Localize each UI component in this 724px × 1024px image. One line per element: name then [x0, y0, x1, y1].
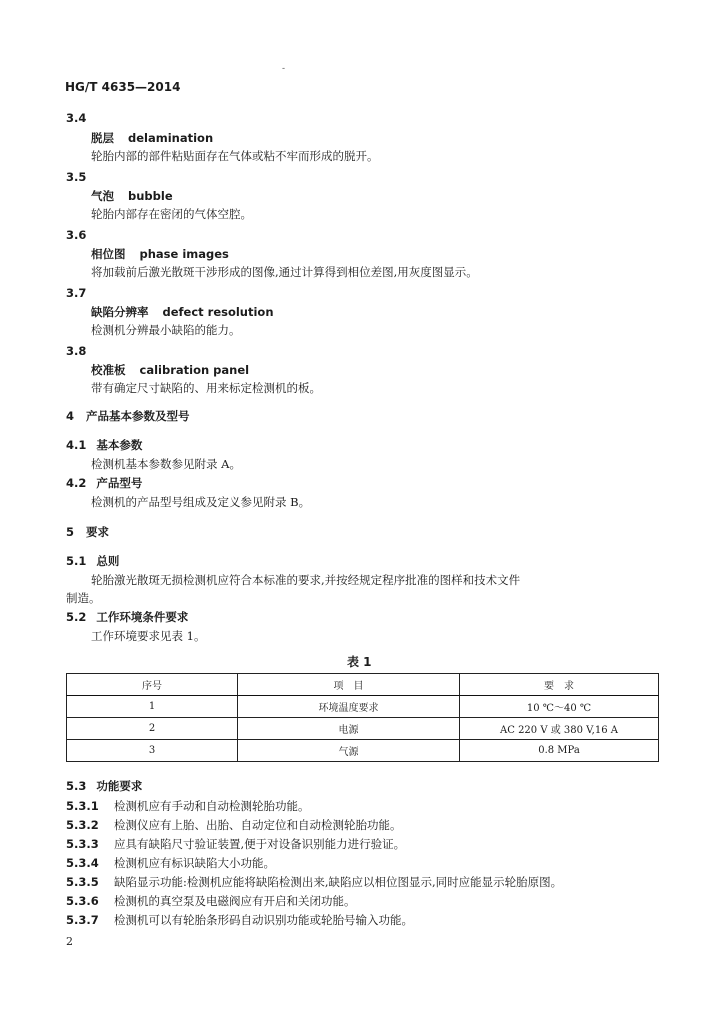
requirement-item	[66, 893, 356, 909]
section-title: 工作环境条件要求	[96, 610, 189, 624]
item-text: 检测机应有手动和自动检测轮胎功能。	[114, 799, 310, 813]
requirement-item	[66, 874, 562, 890]
standard-number: HG/T 4635—2014	[65, 80, 181, 94]
section-number: 4.1	[66, 438, 87, 452]
term-cn: 相位图	[91, 247, 126, 261]
table-row	[67, 718, 659, 740]
table-row	[67, 740, 659, 762]
table-cell: AC 220 V 或 380 V,16 A	[460, 718, 659, 740]
section-text-line: 制造。	[66, 591, 101, 605]
section-4-heading	[66, 408, 190, 424]
item-text: 检测机的真空泵及电磁阀应有开启和关闭功能。	[114, 894, 356, 908]
item-number: 5.3.2	[66, 818, 99, 832]
section-5-2-heading	[66, 609, 188, 625]
section-number: 5.2	[66, 610, 87, 624]
section-number: 5.1	[66, 554, 87, 568]
section-text: 检测机的产品型号组成及定义参见附录 B。	[91, 495, 311, 509]
term-number: 3.8	[66, 344, 87, 358]
term-title	[91, 188, 173, 204]
term-definition: 轮胎内部的部件粘贴面存在气体或粘不牢而形成的脱开。	[91, 149, 379, 163]
item-number: 5.3.5	[66, 875, 99, 889]
table-header-cell: 序号	[67, 674, 238, 696]
term-cn: 脱层	[91, 131, 114, 145]
item-text: 检测机应有标识缺陷大小功能。	[114, 856, 275, 870]
section-4-1-heading	[66, 437, 142, 453]
term-number: 3.7	[66, 286, 87, 300]
requirement-item	[66, 855, 275, 871]
section-number: 5.3	[66, 779, 87, 793]
term-number: 3.6	[66, 228, 87, 242]
requirement-item	[66, 817, 402, 833]
section-5-heading	[66, 524, 109, 540]
term-number: 3.4	[66, 111, 87, 125]
item-number: 5.3.1	[66, 799, 99, 813]
term-definition: 检测机分辨最小缺陷的能力。	[91, 323, 241, 337]
table-cell: 0.8 MPa	[460, 740, 659, 762]
table-cell: 1	[67, 696, 238, 718]
term-en: delamination	[128, 131, 214, 145]
section-5-3-heading	[66, 778, 142, 794]
term-en: phase images	[139, 247, 229, 261]
term-en: defect resolution	[162, 305, 274, 319]
table-row	[67, 696, 659, 718]
scan-mark: -	[282, 64, 286, 74]
table-header-cell: 项 目	[238, 674, 460, 696]
term-definition: 将加载前后激光散斑干涉形成的图像,通过计算得到相位差图,用灰度图显示。	[91, 265, 478, 279]
section-number: 4.2	[66, 476, 87, 490]
term-en: bubble	[128, 189, 173, 203]
section-title: 产品基本参数及型号	[86, 409, 190, 423]
requirement-item	[66, 798, 310, 814]
table-cell: 气源	[238, 740, 460, 762]
term-cn: 气泡	[91, 189, 114, 203]
section-text: 检测机基本参数参见附录 A。	[91, 457, 241, 471]
item-text: 检测仪应有上胎、出胎、自动定位和自动检测轮胎功能。	[114, 818, 402, 832]
section-title: 产品型号	[96, 476, 143, 490]
section-number: 5	[66, 525, 75, 539]
item-number: 5.3.7	[66, 913, 99, 927]
item-text: 检测机可以有轮胎条形码自动识别功能或轮胎号输入功能。	[114, 913, 413, 927]
requirement-item	[66, 912, 413, 928]
item-number: 5.3.3	[66, 837, 99, 851]
term-title	[91, 304, 274, 320]
table-cell: 3	[67, 740, 238, 762]
item-number: 5.3.4	[66, 856, 99, 870]
term-cn: 缺陷分辨率	[91, 305, 149, 319]
term-en: calibration panel	[139, 363, 250, 377]
term-title	[91, 130, 213, 146]
section-text: 工作环境要求见表 1。	[91, 629, 206, 643]
table-header-cell: 要 求	[460, 674, 659, 696]
table-header-row	[67, 674, 659, 696]
page-number: 2	[66, 935, 73, 948]
section-text-line: 轮胎激光散斑无损检测机应符合本标准的要求,并按经规定程序批准的图样和技术文件	[91, 573, 521, 587]
table-cell: 环境温度要求	[238, 696, 460, 718]
term-title	[91, 246, 229, 262]
term-cn: 校准板	[91, 363, 126, 377]
section-number: 4	[66, 409, 75, 423]
table-caption: 表 1	[347, 655, 372, 669]
table-cell: 电源	[238, 718, 460, 740]
section-title: 总则	[96, 554, 120, 568]
item-text: 应具有缺陷尺寸验证装置,便于对设备识别能力进行验证。	[114, 837, 406, 851]
item-number: 5.3.6	[66, 894, 99, 908]
section-title: 功能要求	[96, 779, 143, 793]
term-definition: 带有确定尺寸缺陷的、用来标定检测机的板。	[91, 381, 321, 395]
table-cell: 2	[67, 718, 238, 740]
section-title: 要求	[86, 525, 110, 539]
table-cell: 10 ℃～40 ℃	[460, 696, 659, 718]
section-5-1-heading	[66, 553, 119, 569]
section-title: 基本参数	[96, 438, 143, 452]
term-definition: 轮胎内部存在密闭的气体空腔。	[91, 207, 252, 221]
term-title	[91, 362, 249, 378]
item-text: 缺陷显示功能:检测机应能将缺陷检测出来,缺陷应以相位图显示,同时应能显示轮胎原图。	[114, 875, 563, 889]
requirements-table	[66, 673, 659, 762]
term-number: 3.5	[66, 170, 87, 184]
requirement-item	[66, 836, 405, 852]
section-4-2-heading	[66, 475, 142, 491]
